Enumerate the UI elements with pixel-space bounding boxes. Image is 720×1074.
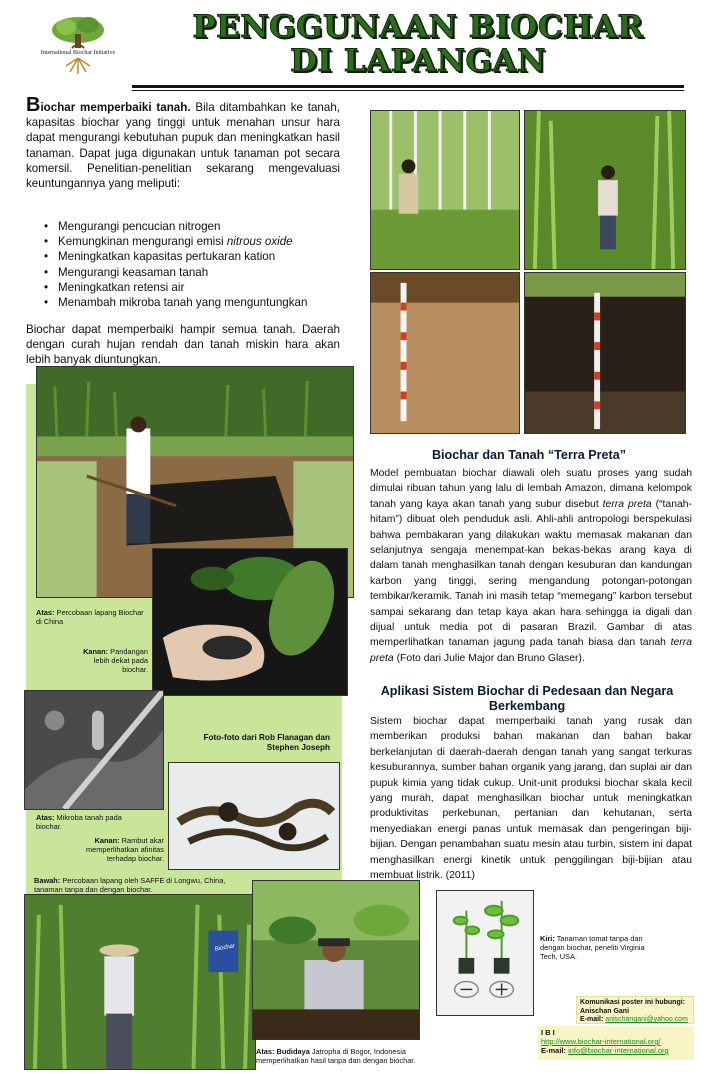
ibi-contact-box: I B I http://www.biochar-international.org/ E-mail: info@biochar-international.org <box>538 1026 694 1060</box>
soil-microbe-photo <box>24 690 164 810</box>
caption-budidaya: Atas: Budidaya Jatropha di Bogor, Indonesia memperlihatkan hasil tanpa dan dengan biochar. <box>256 1047 416 1065</box>
closing-paragraph: Biochar dapat memperbaiki hampir semua tanah. Daerah dengan curah hujan rendah dan tanah miskin hara akan lebih banyak diuntungkan. <box>26 323 340 367</box>
contact-email-link[interactable]: anischangani@yahoo.com <box>605 1016 688 1023</box>
tomato-plant-photo <box>436 890 534 1016</box>
caption-kanan-roots: Kanan: Rambut akar memperlihatkan afinitas terhadap biochar. <box>85 836 164 863</box>
jatropha-photo <box>252 880 420 1040</box>
caption-bawah-saffe: Bawah: Percobaan lapang oleh SAFFE di Longwu, China, tanaman tanpa dan dengan biochar. <box>34 876 226 894</box>
ibi-logo <box>28 14 128 74</box>
corn-field-photo-2 <box>524 110 686 270</box>
ibi-website-link[interactable]: http://www.biochar-international.org/ <box>541 1037 661 1046</box>
saffe-field-photo <box>24 894 256 1070</box>
caption-atas-microbe: Atas: Mikroba tanah pada biochar. <box>36 813 122 831</box>
benefits-list <box>44 219 344 310</box>
caption-kanan-closeup: Kanan: Pandangan lebih dekat pada biochar. <box>83 647 148 674</box>
root-hair-photo <box>168 762 340 870</box>
soil-profile-photo-1 <box>370 272 520 434</box>
terra-preta-text: Model pembuatan biochar diawali oleh suatu proses yang sudah dimulai ribuan tahun yang lalu di lembah Amazon, dimana kelompok tanah yang kaya akan tanah yang subur disebut terra preta (“tanah-hitam”) dibuat oleh penduduk asli. Ahli-ahli antropologi berspekulasi bahwa pembakaran yang dilakukan waktu memasak makanan dan selanjutnya sengaja menempat-kan bekas-bekas arang kaya di dalam tanah menghasilkan tanah dengan kesuburan dan kandungan karbon yang tinggi, sering mengandung potongan-potongan tembikar/keramik. Tanah ini masih tetap “memegang” karbon tersebut sampai sekarang dan tetap kaya akan hara sehingga ia digali dan dijual untuk media pot di pasaran Brazil. Gambar di atas memperlihatkan tanaman jagung pada tanah biasa dan tanah terra preta (Foto dari Julie Major dan Bruno Glaser). <box>370 468 692 664</box>
dropcap: B <box>26 94 41 116</box>
list-item: • Kemungkinan mengurangi emisi nitrous oxide <box>44 234 344 249</box>
caption-kiri-tomato: Kiri: Tanaman tomat tanpa dan dengan biochar, peneliti Virginia Tech, USA. <box>540 934 645 961</box>
list-item: • Mengurangi pencucian nitrogen <box>44 219 344 234</box>
aplikasi-heading: Aplikasi Sistem Biochar di Pedesaan dan Negara Berkembang <box>380 684 674 713</box>
contact-line-1: Komunikasi poster ini hubungi: <box>580 999 685 1006</box>
photo-credit: Foto-foto dari Rob Flanagan dan Stephen Joseph <box>203 733 330 752</box>
intro-paragraph <box>26 94 340 191</box>
terra-preta-heading: Biochar dan Tanah “Terra Preta” <box>431 448 627 462</box>
header-rule-thin <box>132 90 684 91</box>
title-line-1: PENGGUNAAN BIOCHAR <box>192 9 644 45</box>
intro-text: Bila ditambahkan ke tanah, kapasitas biochar yang tinggi untuk menahan unsur hara dapat mengurangi kebutuhan pupuk dan meningkatkan hasil tanaman. Dapat juga digunakan untuk tanaman pot secara komersil. Penelitian-penelitian sekarang mengevaluasi keuntungannya yang meliputi: <box>26 101 340 191</box>
biochar-closeup-photo <box>152 548 348 696</box>
caption-atas-china: Atas: Percobaan lapang Biochar di China <box>36 608 144 626</box>
terra-preta-profile-photo <box>524 272 686 434</box>
header-rule <box>132 85 684 88</box>
list-item: • Menambah mikroba tanah yang menguntungkan <box>44 295 344 310</box>
list-item: • Meningkatkan retensi air <box>44 280 344 295</box>
intro-lead: iochar memperbaiki tanah. <box>40 101 191 114</box>
biochar-sign: Biochar <box>214 943 236 953</box>
aplikasi-text: Sistem biochar dapat memperbaiki tanah yang rusak dan memberikan produksi bahan makanan dan bahan bakar berkelanjutan di daerah-daerah dengan tanah yang sangat terkuras kesuburannya, sumber bahan organik yang jarang, dan suplai air dan pupuk kimia yang tidak cukup. Unit-unit produksi biochar skala kecil yang murah, dapat menghasilkan biochar untuk meningkatkan produktivitas perkebunan, pertanian dan kehutanan, serta menyediakan energi panas untuk memasak dan pengeringan biji-bijian. Dengan penambahan suatu mesin atau turbin, sistem ini dapat menghasilkan energi kinetik untuk penggilingan biji-bijian atau membuat listrik. (2011) <box>370 716 692 882</box>
title-line-2: DI LAPANGAN <box>290 43 546 79</box>
logo-text: International Biochar Initiative <box>40 50 116 56</box>
corn-field-photo-1 <box>370 110 520 270</box>
tree-logo-icon <box>28 14 128 52</box>
ibi-label: I B I <box>541 1028 555 1037</box>
poster-title <box>140 10 696 78</box>
contact-name: Anischan Gani <box>580 1007 630 1015</box>
list-item: • Meningkatkan kapasitas pertukaran kation <box>44 249 344 264</box>
ibi-email-link[interactable]: info@biochar-international.org <box>568 1046 669 1055</box>
roots-icon <box>64 58 92 74</box>
contact-box: Komunikasi poster ini hubungi: Anischan Gani E-mail: anischangani@yahoo.com <box>576 996 694 1024</box>
list-item: • Mengurangi keasaman tanah <box>44 265 344 280</box>
